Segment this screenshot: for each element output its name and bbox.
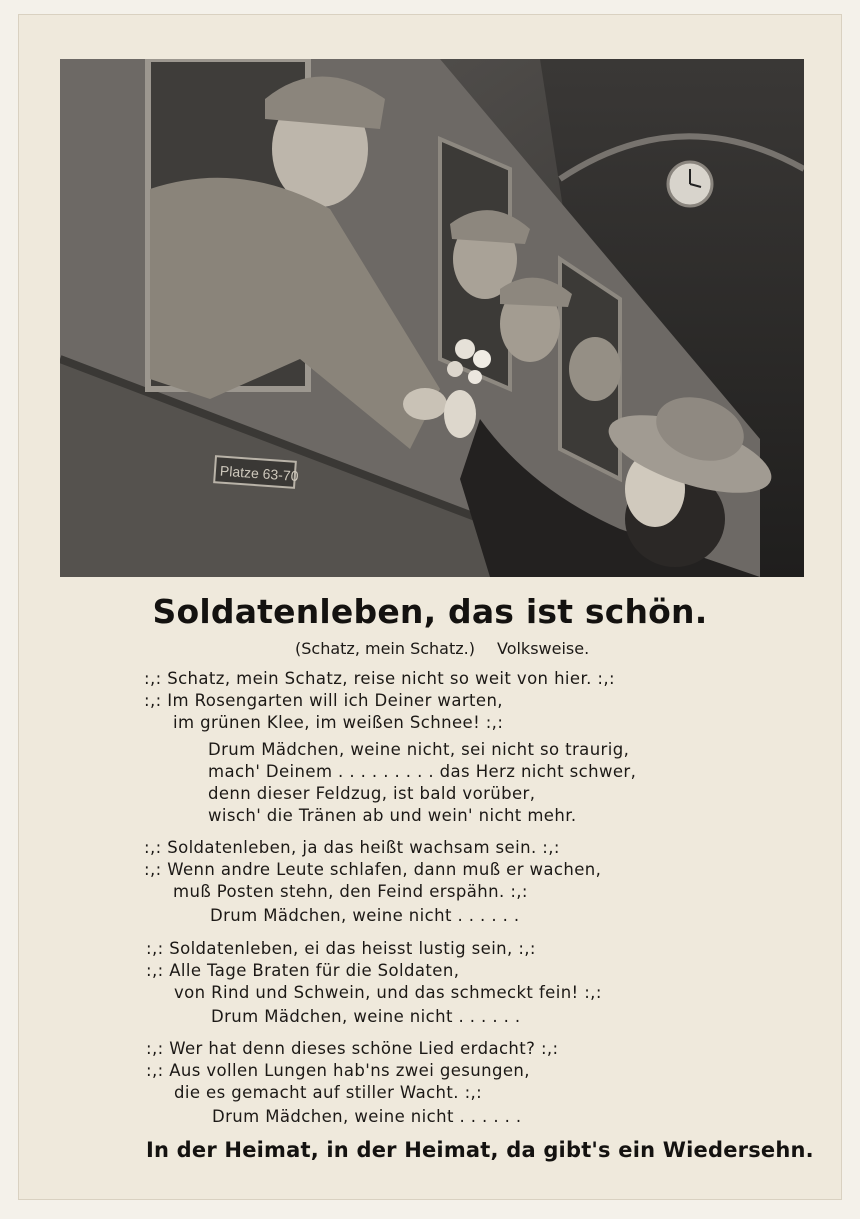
verse-line: :,: Alle Tage Braten für die Soldaten, [146,961,460,980]
song-subtitle [295,639,589,658]
station-clock-icon [668,162,712,206]
verse-line: muß Posten stehn, den Feind erspähn. :,: [173,882,528,901]
train-farewell-photo [60,59,804,577]
verse-line: :,: Wer hat denn dieses schöne Lied erdacht? :,: [146,1039,559,1058]
verse-line: :,: Soldatenleben, ei das heisst lustig sein, :,: [146,939,536,958]
refrain-line: wisch' die Tränen ab und wein' nicht mehr. [208,806,577,825]
refrain-line: Drum Mädchen, weine nicht . . . . . . [210,906,520,925]
finale-line: In der Heimat, in der Heimat, da gibt's ein Wiedersehn. [146,1138,814,1162]
postcard [18,14,842,1200]
verse-line: :,: Soldatenleben, ja das heißt wachsam sein. :,: [144,838,560,857]
song-title: Soldatenleben, das ist schön. [152,592,708,631]
verse-line: :,: Wenn andre Leute schlafen, dann muß er wachen, [144,860,602,879]
verse-line: im grünen Klee, im weißen Schnee! :,: [173,713,504,732]
refrain-line: Drum Mädchen, weine nicht, sei nicht so traurig, [208,740,630,759]
verse-line: von Rind und Schwein, und das schmeckt fein! :,: [174,983,602,1002]
subtitle-alt-title: (Schatz, mein Schatz.) [295,639,475,658]
verse-line: :,: Schatz, mein Schatz, reise nicht so weit von hier. :,: [144,669,615,688]
refrain-line: denn dieser Feldzug, ist bald vorüber, [208,784,536,803]
refrain-line: Drum Mädchen, weine nicht . . . . . . [211,1007,521,1026]
seat-plate-text: Platze 63-70 [219,462,299,485]
refrain-line: mach' Deinem . . . . . . . . . das Herz nicht schwer, [208,762,637,781]
refrain-line: Drum Mädchen, weine nicht . . . . . . [212,1107,522,1126]
verse-line: die es gemacht auf stiller Wacht. :,: [174,1083,483,1102]
subtitle-origin: Volksweise. [496,639,590,658]
verse-line: :,: Im Rosengarten will ich Deiner warten, [144,691,503,710]
verse-line: :,: Aus vollen Lungen hab'ns zwei gesungen, [146,1061,530,1080]
